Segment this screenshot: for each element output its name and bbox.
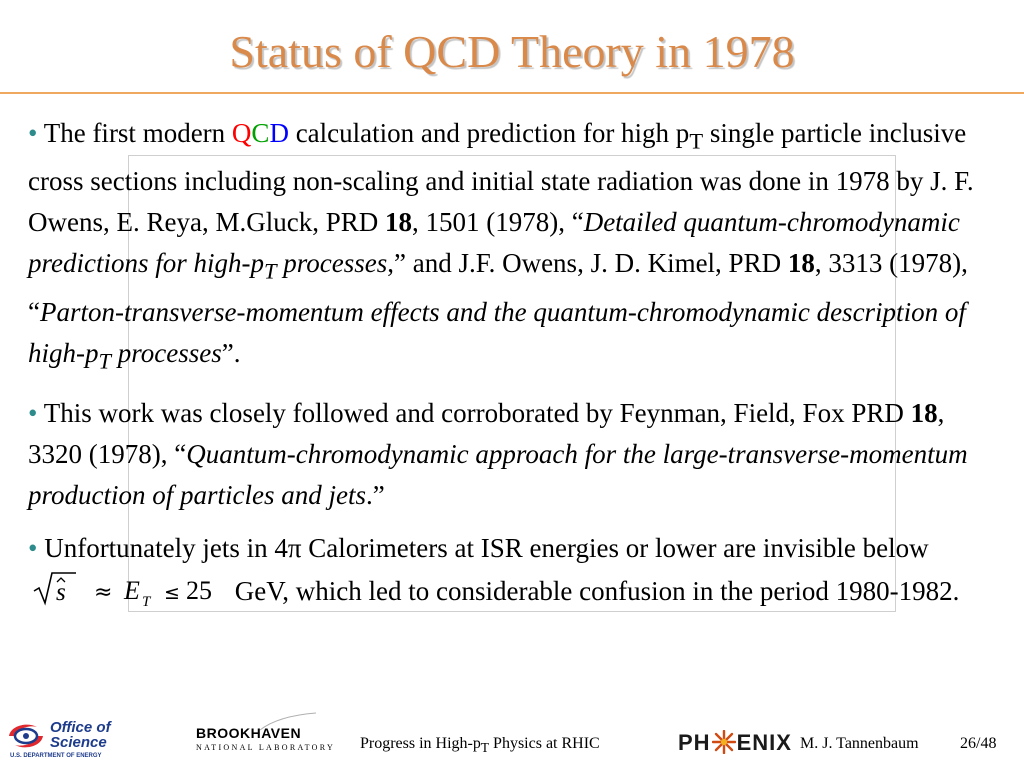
- doe-text-line2: Science: [50, 734, 107, 751]
- sqrt-sign: [34, 573, 76, 603]
- bullet-marker: •: [28, 398, 38, 429]
- slide-footer: [0, 712, 1024, 768]
- paper-title: Detailed quantum-chromodynamic predictions for high-p: [28, 207, 960, 279]
- qcd-letter-q: Q: [231, 118, 252, 148]
- pi-symbol: π: [287, 533, 302, 564]
- bullet-text: GeV, which led to considerable confusion in the period 1980-1982.: [228, 576, 960, 607]
- bullet-item-feynman: [28, 393, 996, 516]
- math-sub-t: T: [142, 594, 151, 610]
- bullet-text: , 1501 (1978), “: [411, 207, 584, 238]
- bullet-text: The first modern: [43, 118, 232, 148]
- doe-swirl-icon: [6, 720, 46, 752]
- phenix-text-end: ENIX: [736, 730, 792, 755]
- bullet-item-owens: [28, 113, 996, 381]
- title-divider: [0, 92, 1024, 94]
- brookhaven-name: BROOKHAVEN: [196, 725, 302, 741]
- subscript-t: T: [98, 348, 112, 374]
- bullet-item-jets: [28, 528, 996, 612]
- bullet-marker: •: [28, 533, 38, 564]
- brookhaven-logo: [196, 724, 336, 756]
- journal-volume: 18: [787, 248, 815, 279]
- subscript-t: T: [689, 128, 704, 154]
- paper-title: processes: [276, 248, 388, 279]
- math-value: 25: [186, 576, 212, 606]
- paper-title: processes: [111, 337, 222, 368]
- subscript-t: T: [264, 258, 277, 284]
- bullet-text: ”.: [221, 337, 241, 368]
- phenix-logo: [678, 730, 796, 758]
- slide-body: [28, 113, 996, 624]
- math-s: s: [56, 579, 66, 607]
- bullet-text: ,” and J.F. Owens, J. D. Kimel, PRD: [387, 248, 788, 279]
- bullet-text: This work was closely followed and corroborated by Feynman, Field, Fox PRD: [43, 398, 911, 429]
- journal-volume: 18: [384, 207, 412, 238]
- bullet-text: calculation and prediction for high p: [288, 118, 690, 148]
- bullet-marker: •: [28, 118, 38, 148]
- author-name: M. J. Tannenbaum: [800, 735, 919, 752]
- qcd-letter-d: D: [269, 118, 289, 148]
- talk-title: Progress in High-$p_T$ Physics at RHIC: [360, 735, 600, 756]
- phenix-burst-icon: [712, 730, 736, 754]
- brookhaven-subtitle: NATIONAL LABORATORY: [196, 743, 336, 752]
- leq-symbol: ≤: [164, 582, 180, 605]
- page-number: 26/48: [960, 735, 997, 752]
- paper-title: Quantum-chromodynamic approach for the large-transverse-momentum production of particles and jets: [28, 439, 968, 511]
- office-of-science-logo: [6, 718, 134, 762]
- bullet-text: , 3313 (1978), “: [28, 248, 968, 327]
- bullet-text: .”: [365, 480, 385, 511]
- bullet-text: single particle inclusive cross sections including non-scaling and initial state radiation was done in 1978 by J. F. Owens, E. Reya, M.Gluck, PRD: [28, 118, 974, 238]
- doe-subtitle: U.S. DEPARTMENT OF ENERGY: [10, 753, 102, 759]
- qcd-letter-c: C: [251, 118, 270, 148]
- bullet-text: Unfortunately jets in 4: [44, 533, 288, 564]
- paper-title: Parton-transverse-momentum effects and the quantum-chromodynamic description of high-p: [28, 296, 966, 368]
- doe-text-line1: Office of: [50, 719, 111, 736]
- bullet-text: Calorimeters at ISR energies or lower are invisible below: [301, 533, 929, 564]
- journal-volume: 18: [910, 398, 938, 429]
- energy-threshold-equation: [28, 569, 228, 612]
- slide-title: Status of QCD Theory in 1978: [229, 26, 795, 77]
- phenix-text-start: PH: [678, 730, 711, 755]
- math-e: E: [124, 576, 140, 606]
- bullet-text: , 3320 (1978), “: [28, 398, 945, 470]
- approx-symbol: ≈: [94, 580, 113, 606]
